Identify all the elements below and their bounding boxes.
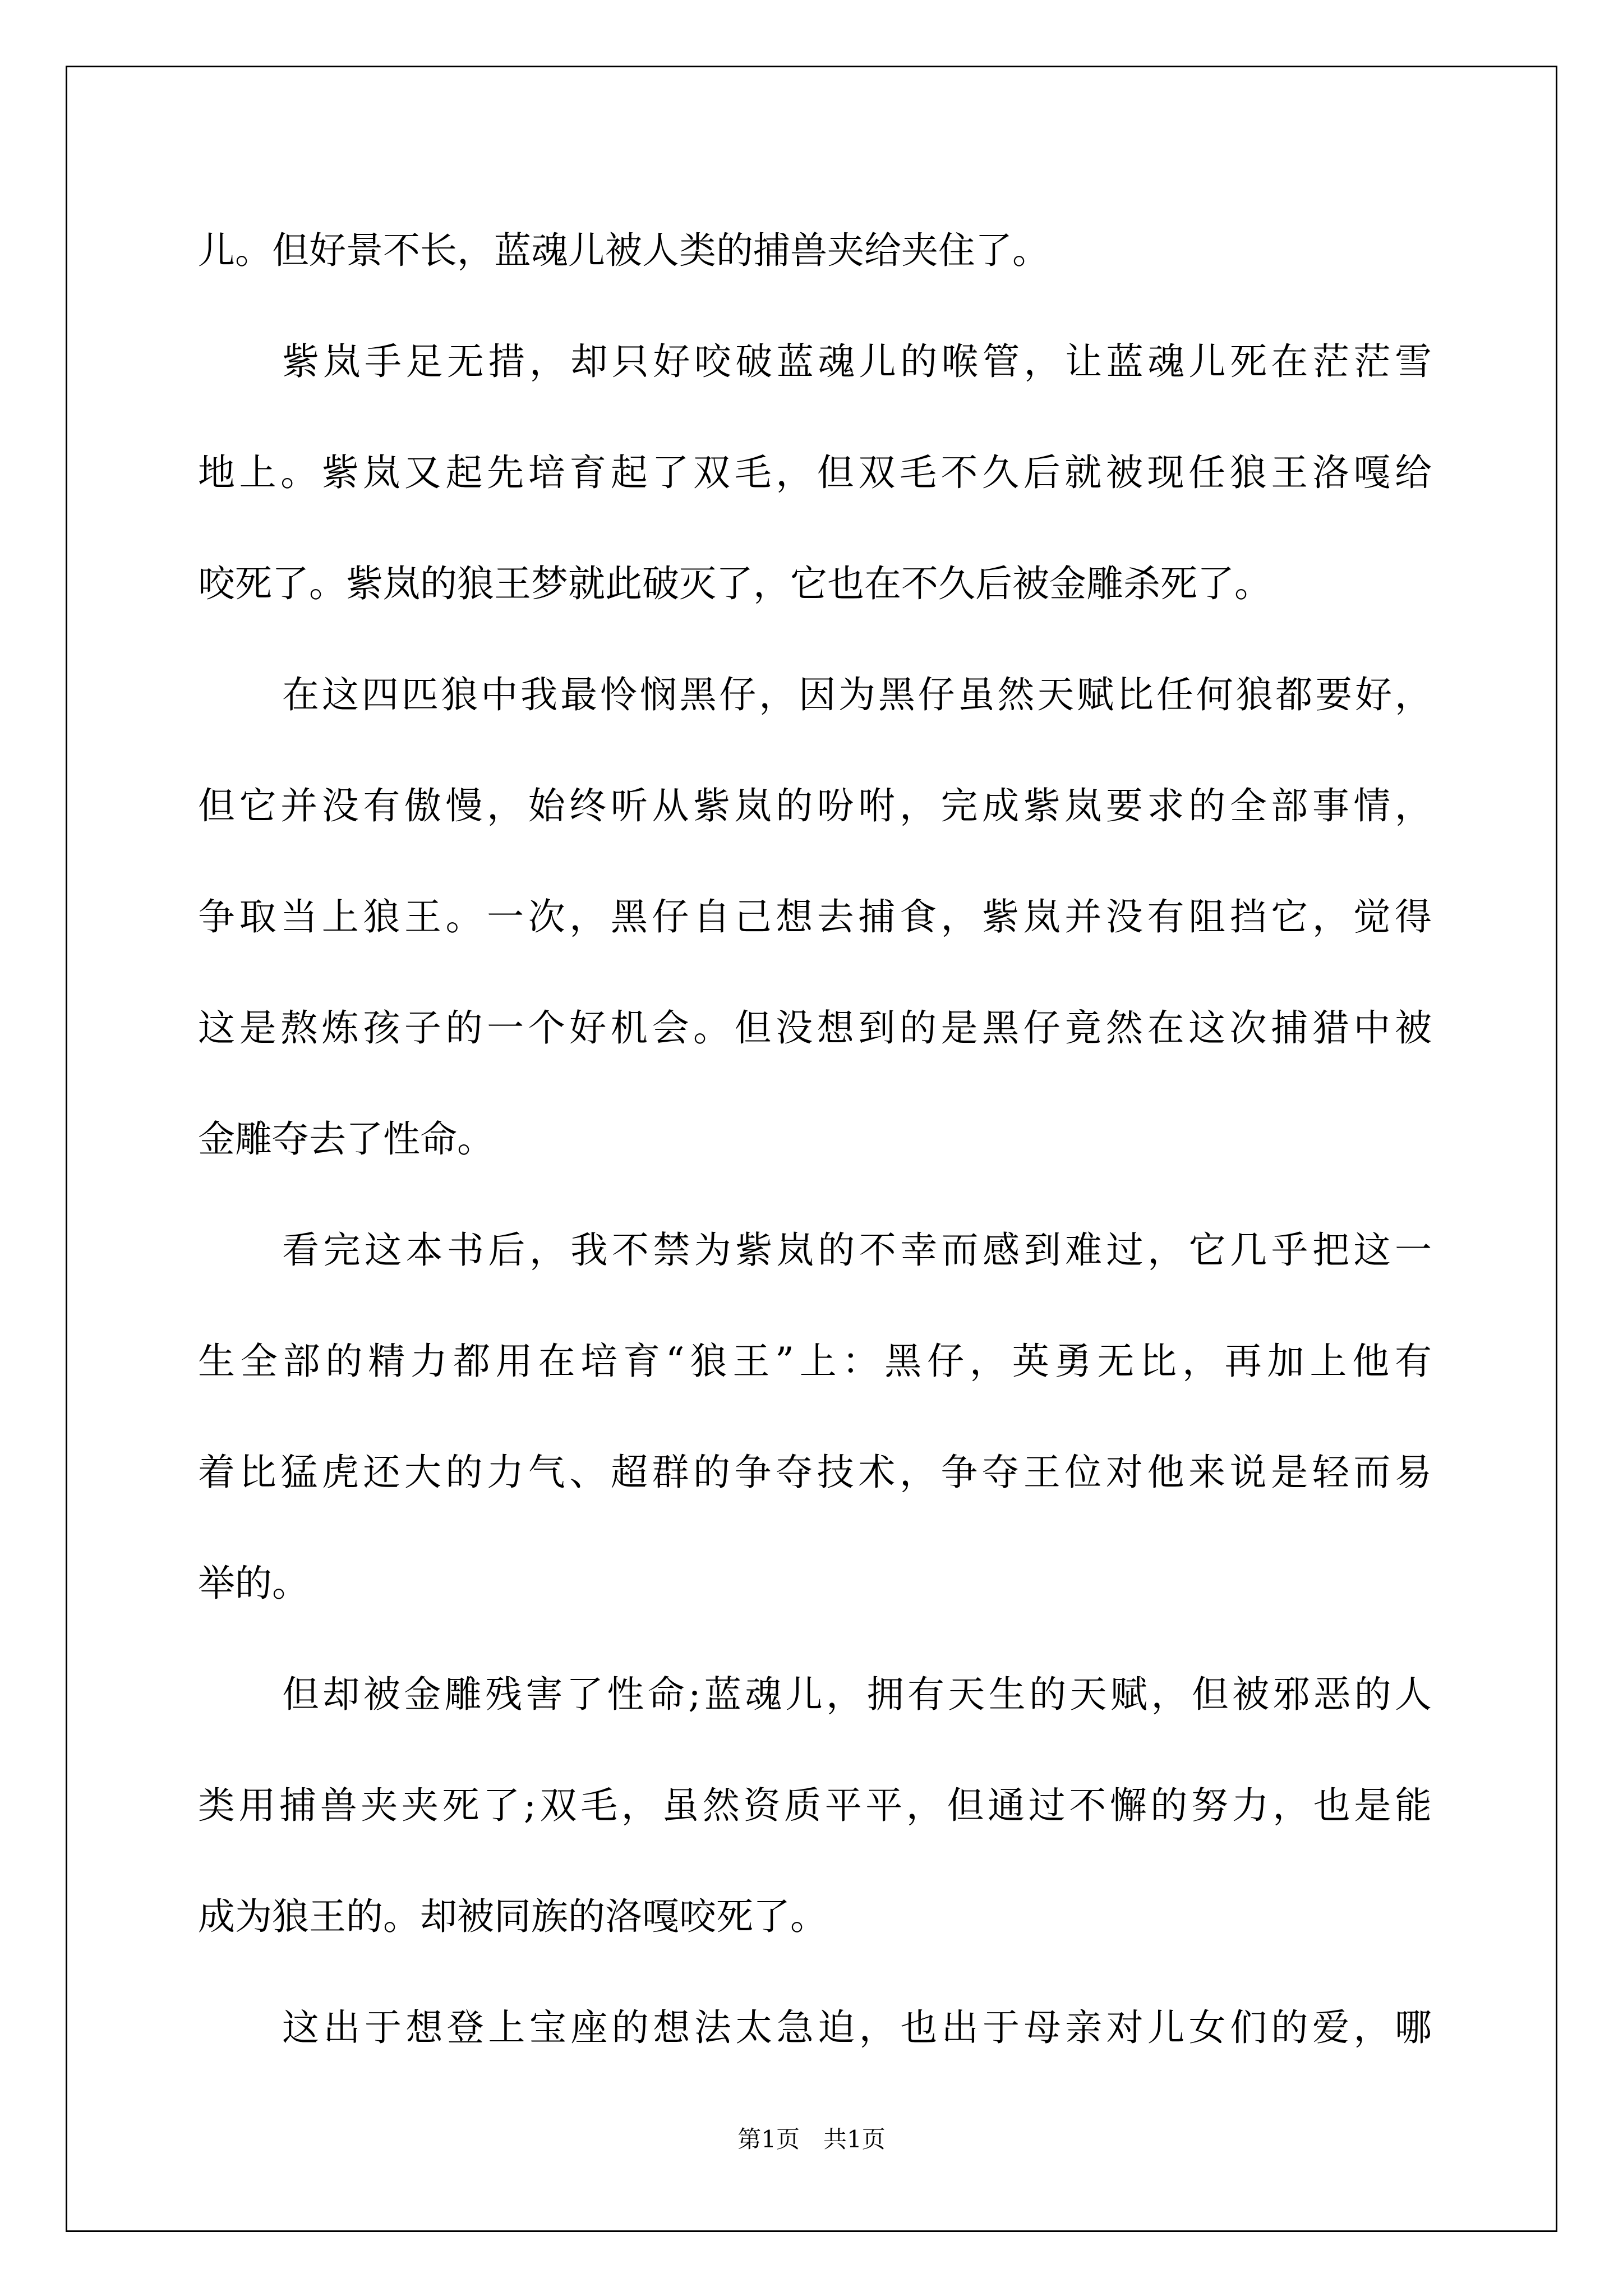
text-line-10: 看完这本书后，我不禁为紫岚的不幸而感到难过，它几乎把这一: [282, 1228, 1432, 1272]
text-line-14: 但却被金雕残害了性命;蓝魂儿，拥有天生的天赋，但被邪恶的人: [282, 1673, 1432, 1716]
text-line-16: 成为狼王的。却被同族的洛嘎咬死了。: [198, 1895, 827, 1938]
text-line-8: 这是熬炼孩子的一个好机会。但没想到的是黑仔竟然在这次捕猎中被: [198, 1006, 1432, 1050]
text-line-1: 儿。但好景不长，蓝魂儿被人类的捕兽夹给夹住了。: [198, 229, 1049, 272]
page-number-footer: 第1页 共1页: [737, 2125, 886, 2153]
text-line-12: 着比猛虎还大的力气、超群的争夺技术，争夺王位对他来说是轻而易: [198, 1451, 1432, 1494]
text-line-6: 但它并没有傲慢，始终听从紫岚的吩咐，完成紫岚要求的全部事情，: [198, 784, 1432, 827]
text-line-13: 举的。: [198, 1562, 309, 1605]
text-line-17: 这出于想登上宝座的想法太急迫，也出于母亲对儿女们的爱，哪: [282, 2006, 1432, 2049]
text-line-3: 地上。紫岚又起先培育起了双毛，但双毛不久后就被现任狼王洛嘎给: [198, 451, 1432, 494]
text-line-4: 咬死了。紫岚的狼王梦就此破灭了，它也在不久后被金雕杀死了。: [198, 562, 1271, 605]
text-line-2: 紫岚手足无措，却只好咬破蓝魂儿的喉管，让蓝魂儿死在茫茫雪: [282, 340, 1432, 383]
text-line-5: 在这四匹狼中我最怜悯黑仔，因为黑仔虽然天赋比任何狼都要好，: [282, 673, 1432, 716]
text-line-9: 金雕夺去了性命。: [198, 1117, 494, 1161]
text-line-7: 争取当上狼王。一次，黑仔自己想去捕食，紫岚并没有阻挡它，觉得: [198, 895, 1432, 938]
text-line-15: 类用捕兽夹夹死了;双毛，虽然资质平平，但通过不懈的努力，也是能: [198, 1784, 1432, 1827]
text-line-11: 生全部的精力都用在培育“狼王”上：黑仔，英勇无比，再加上他有: [198, 1340, 1432, 1383]
